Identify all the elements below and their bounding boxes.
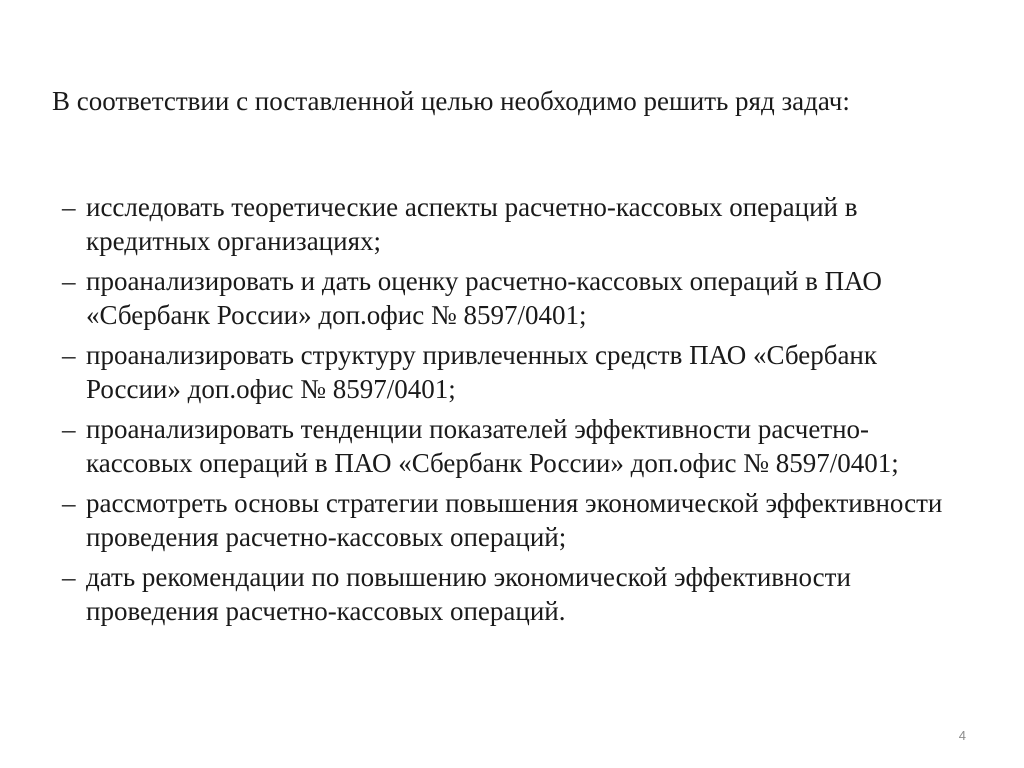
bullet-dash: – xyxy=(62,562,76,592)
bullet-dash: – xyxy=(62,488,76,518)
task-item-6 xyxy=(62,560,972,628)
task-text: дать рекомендации по повышению экономической эффективности проведения расчетно-кассовых операций. xyxy=(86,562,851,626)
page-number: 4 xyxy=(958,728,966,743)
slide-title: В соответствии с поставленной целью необходимо решить ряд задач: xyxy=(52,86,850,116)
bullet-dash: – xyxy=(62,266,76,296)
task-item-2 xyxy=(62,264,972,332)
task-text: исследовать теоретические аспекты расчетно-кассовых операций в кредитных организациях; xyxy=(86,192,858,256)
task-text: проанализировать и дать оценку расчетно-кассовых операций в ПАО «Сбербанк России» доп.офис № 8597/0401; xyxy=(86,266,882,330)
bullet-dash: – xyxy=(62,414,76,444)
task-item-3 xyxy=(62,338,972,406)
task-item-1 xyxy=(62,190,972,258)
task-item-5 xyxy=(62,486,972,554)
task-item-4 xyxy=(62,412,972,480)
task-text: проанализировать тенденции показателей эффективности расчетно-кассовых операций в ПАО «Сбербанк России» доп.офис № 8597/0401; xyxy=(86,414,899,478)
bullet-dash: – xyxy=(62,192,76,222)
bullet-dash: – xyxy=(62,340,76,370)
task-text: проанализировать структуру привлеченных средств ПАО «Сбербанк России» доп.офис № 8597/0401; xyxy=(86,340,877,404)
task-list xyxy=(62,190,972,634)
task-text: рассмотреть основы стратегии повышения экономической эффективности проведения расчетно-кассовых операций; xyxy=(86,488,943,552)
